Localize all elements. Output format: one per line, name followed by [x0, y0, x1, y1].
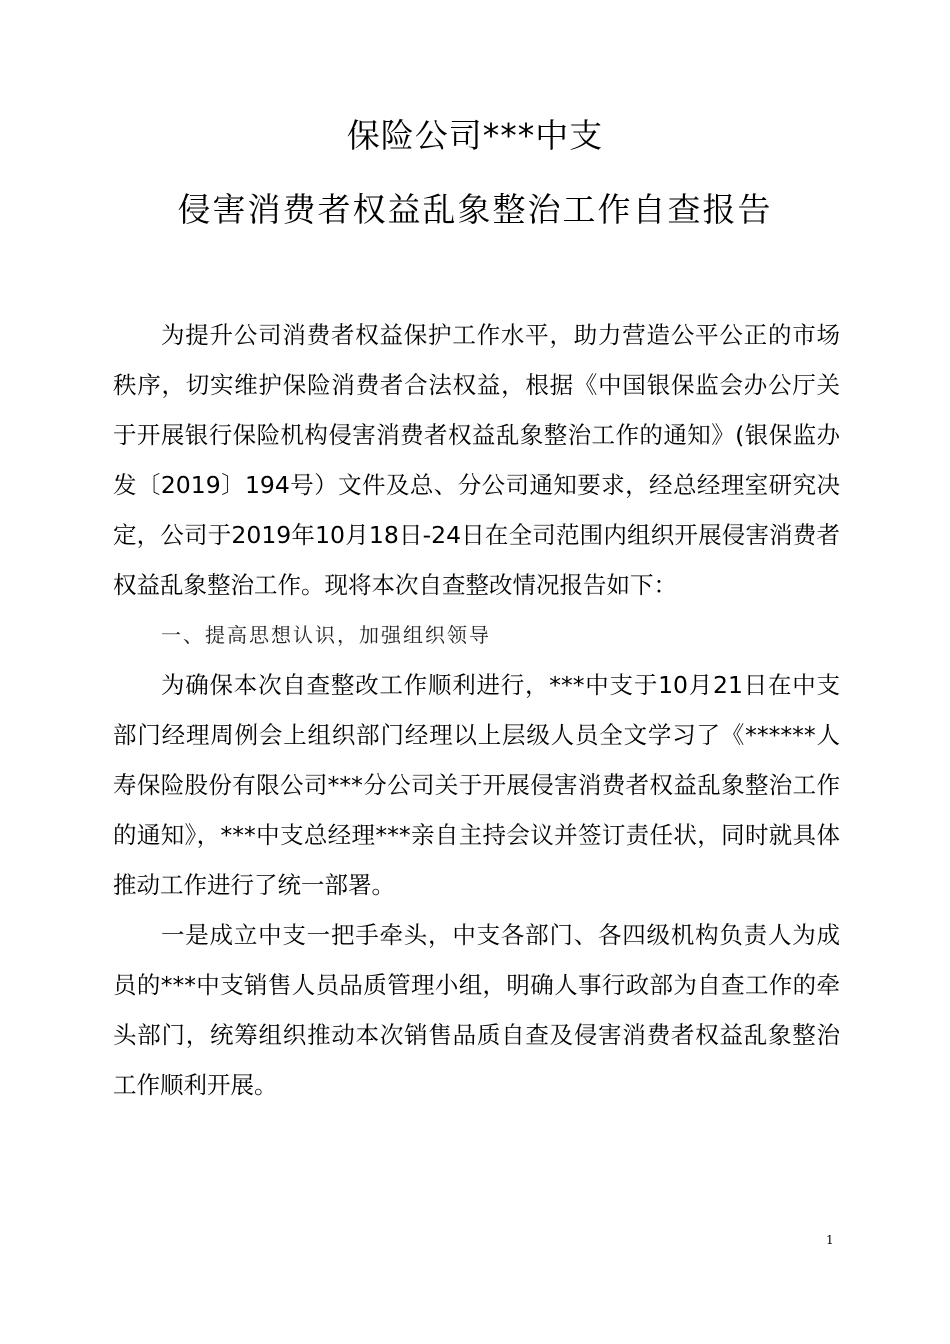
document-title-line-1: 保险公司***中支: [346, 116, 604, 155]
document-body: [113, 310, 840, 1110]
body-paragraph-intro: 为提升公司消费者权益保护工作水平，助力营造公平公正的市场秩序，切实维护保险消费者合法权益，根据《中国银保监会办公厅关于开展银行保险机构侵害消费者权益乱象整治工作的通知》(银保监办发〔2019〕194号）文件及总、分公司通知要求，经总经理室研究决定，公司于2019年10月18日-24日在全司范围内组织开展侵害消费者权益乱象整治工作。现将本次自查整改情况报告如下：: [113, 321, 840, 599]
body-paragraph-group: 一是成立中支一把手牵头，中支各部门、各四级机构负责人为成员的***中支销售人员品质管理小组，明确人事行政部为自查工作的牵头部门，统筹组织推动本次销售品质自查及侵害消费者权益乱象整治工作顺利开展。: [113, 921, 840, 1099]
body-paragraph-study: 为确保本次自查整改工作顺利进行，***中支于10月21日在中支部门经理周例会上组织部门经理以上层级人员全文学习了《******人寿保险股份有限公司***分公司关于开展侵害消费者权益乱象整治工作的通知》，***中支总经理***亲自主持会议并签订责任状，同时就具体推动工作进行了统一部署。: [113, 671, 840, 899]
page-number: 1: [826, 1233, 834, 1247]
document-title-line-2: 侵害消费者权益乱象整治工作自查报告: [177, 190, 773, 229]
section-heading-1: 一、提高思想认识，加强组织领导: [161, 623, 491, 647]
